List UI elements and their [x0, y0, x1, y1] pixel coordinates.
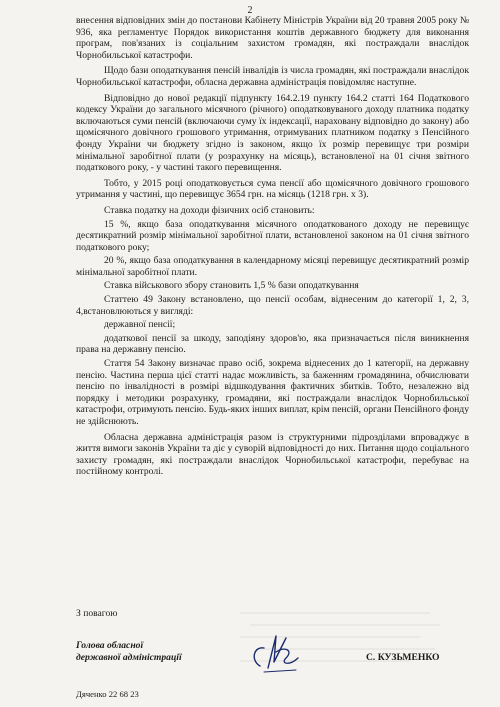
paragraph-8: Ставка військового збору становить 1,5 % бази оподаткування [104, 280, 359, 292]
signatory-title-line-1: Голова обласної [76, 640, 144, 651]
paragraph-7: 20 %, якщо база оподаткування в календарному місяці перевищує десятикратний розмір мінімальної заробітної плати. [76, 255, 469, 278]
executor-contact: Дяченко 22 68 23 [76, 689, 139, 699]
paragraph-9: Статтею 49 Закону встановлено, що пенсії особам, віднесеним до категорії 1, 2, 3, 4,встановлюються у вигляді: [76, 294, 469, 317]
paragraph-12: Стаття 54 Закону визначає право осіб, зокрема віднесених до 1 категорії, на державну пенсію. Частина перша цієї статті надає можливість, за баженням громадянина, обчислювати пенсію по інвалідності в розмірі відшкодування фактичних збитків. Тобто, незалежно від порядку і методики розрахунку, громадяни, які постраждали внаслідок Чорнобильської катастрофи, отримують пенсію. Будь-яких інших виплат, крім пенсій, органи Пенсійного фонду не здійснюють. [76, 358, 469, 427]
paragraph-13: Обласна державна адміністрація разом із структурними підрозділами впроваджує в життя вимоги законів України та діє у суворій відповідності до них. Питання щодо соціального захисту громадян, які постраждали внаслідок Чорнобильської катастрофи, перебуває на постійному контролі. [76, 431, 469, 478]
letter-body [76, 15, 469, 482]
page-number: 2 [247, 5, 253, 16]
paragraph-2: Щодо бази оподаткування пенсій інвалідів із числа громадян, які постраждали внаслідок Чорнобильської катастрофи, обласна державна адміністрація повідомляє наступне. [76, 65, 469, 88]
handwritten-signature [246, 628, 306, 678]
signatory-title [76, 640, 182, 664]
paragraph-11: додаткової пенсії за шкоду, заподіяну здоров'ю, яка призначається після виникнення права на державну пенсію. [76, 332, 469, 356]
signatory-title-line-2: державної адміністрації [76, 652, 182, 663]
signatory-name: С. КУЗЬМЕНКО [366, 652, 440, 663]
paragraph-6: 15 %, якщо база оподаткування місячного оподаткованого доходу не перевищує десятикратний розмір мінімальної заробітної плати, встановленої законом на 01 січня звітного податкового року; [76, 218, 469, 253]
closing-salutation: З повагою [76, 608, 118, 619]
paragraph-4: Тобто, у 2015 році оподатковується сума пенсії або щомісячного довічного грошового утримання у частині, що перевищує 3654 грн. на місяць (1218 грн. х 3). [76, 177, 469, 201]
paragraph-1: внесення відповідних змін до постанови Кабінету Міністрів України від 20 травня 2005 року № 936, яка регламентує Порядок використання коштів державного бюджету для виконання програм, пов'язаних із соціальним захистом громадян, які постраждали внаслідок Чорнобильської катастрофи. [76, 15, 469, 61]
paragraph-3: Відповідно до нової редакції підпункту 164.2.19 пункту 164.2 статті 164 Податкового кодексу України до загального місячного (річного) оподатковуваного доходу платника податку включаються суми пенсій (включаючи суму їх індексації, нараховану відповідно до закону) або щомісячного довічного грошового утримання, отримуваних платником податку з Пенсійного фонду України чи бюджету згідно із законом, якщо їх розмір перевищує три розміри мінімальної заробітної плати (у розрахунку на місяць), встановленої на 01 січня звітного податкового року, - у частині такого перевищення. [76, 92, 469, 174]
paragraph-5: Ставка податку на доходи фізичних осіб становить: [104, 204, 315, 216]
paragraph-10: державної пенсії; [104, 319, 176, 331]
